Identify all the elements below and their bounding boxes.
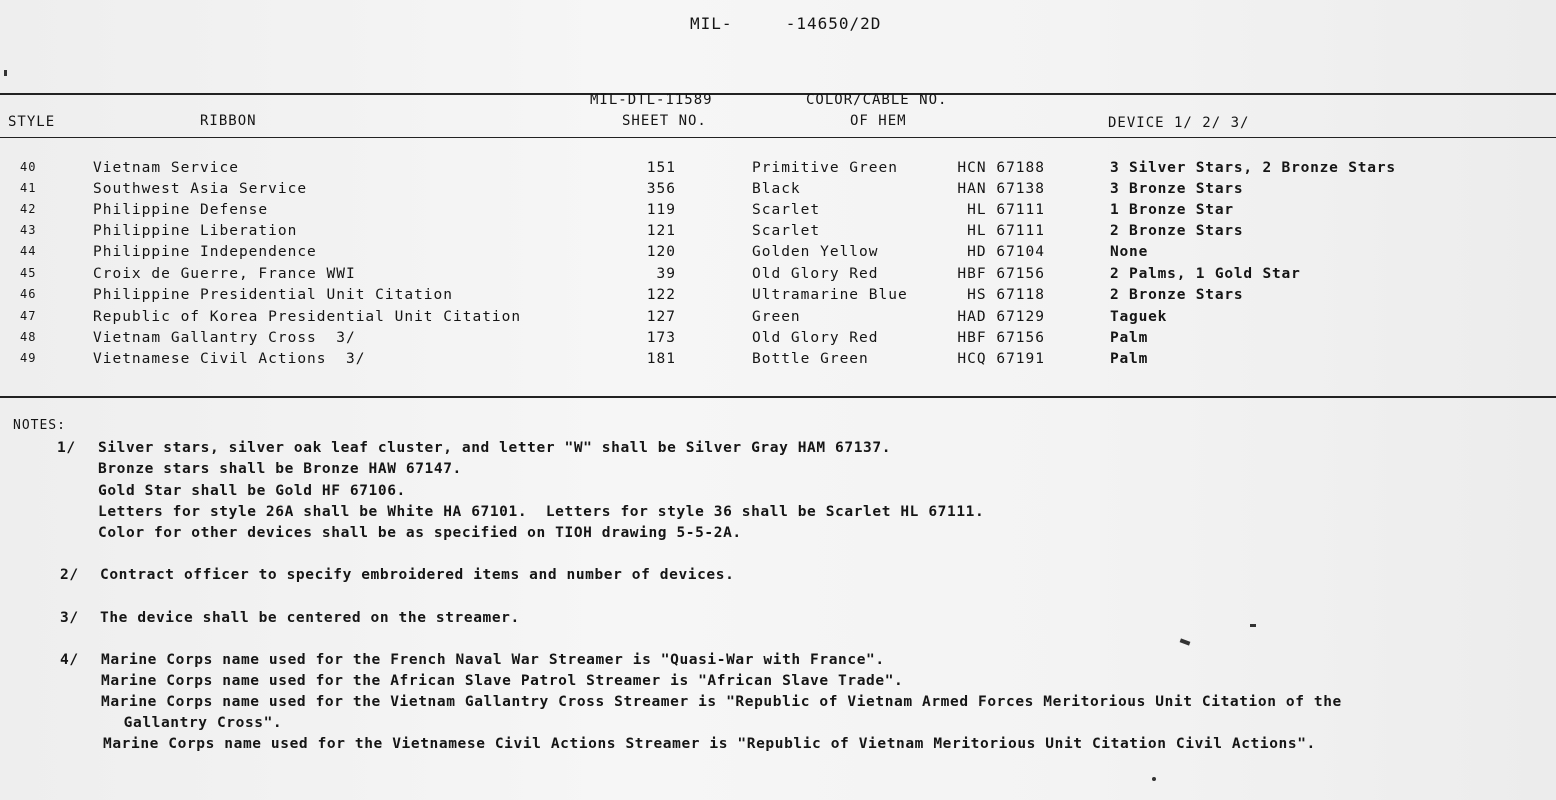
header-color-line1: COLOR/CABLE NO. bbox=[806, 92, 948, 108]
cell-ribbon: Southwest Asia Service bbox=[93, 181, 308, 197]
cell-ribbon: Vietnam Gallantry Cross 3/ bbox=[93, 330, 356, 346]
cell-sheet: 122 bbox=[646, 287, 676, 303]
note-3-marker: 3/ bbox=[60, 610, 79, 626]
cell-device: Palm bbox=[1110, 351, 1149, 367]
header-top-rule bbox=[0, 93, 1556, 95]
cell-sheet: 121 bbox=[646, 223, 676, 239]
note-1-marker: 1/ bbox=[57, 440, 76, 456]
cell-ribbon: Philippine Independence bbox=[93, 244, 317, 260]
cell-sheet: 39 bbox=[656, 266, 676, 282]
cell-device: 2 Bronze Stars bbox=[1110, 287, 1244, 303]
cell-device: None bbox=[1110, 244, 1149, 260]
document-title: MIL- -14650/2D bbox=[690, 14, 882, 33]
cell-sheet: 127 bbox=[646, 309, 676, 325]
cell-style: 46 bbox=[20, 287, 37, 301]
note-line: Silver stars, silver oak leaf cluster, and letter "W" shall be Silver Gray HAM 67137. bbox=[98, 440, 892, 456]
notes-heading: NOTES: bbox=[13, 418, 66, 433]
cell-device: 1 Bronze Star bbox=[1110, 202, 1234, 218]
header-sheet-line2: SHEET NO. bbox=[622, 113, 707, 129]
cell-color: Primitive Green bbox=[752, 160, 898, 176]
cell-style: 43 bbox=[20, 223, 37, 237]
cell-color: Black bbox=[752, 181, 801, 197]
cell-sheet: 120 bbox=[646, 244, 676, 260]
header-device: DEVICE 1/ 2/ 3/ bbox=[1108, 115, 1250, 131]
cell-cable: HBF 67156 bbox=[957, 266, 1045, 282]
cell-ribbon: Vietnam Service bbox=[93, 160, 239, 176]
header-sheet-line1: MIL-DTL-11589 bbox=[590, 92, 713, 108]
header-bottom-rule bbox=[0, 137, 1556, 138]
cell-ribbon: Philippine Presidential Unit Citation bbox=[93, 287, 454, 303]
note-2-text: Contract officer to specify embroidered items and number of devices. bbox=[100, 567, 735, 583]
speck-mark bbox=[1250, 624, 1256, 627]
cell-sheet: 181 bbox=[646, 351, 676, 367]
cell-device: 2 Bronze Stars bbox=[1110, 223, 1244, 239]
cell-color: Golden Yellow bbox=[752, 244, 879, 260]
speck-mark bbox=[4, 70, 7, 76]
cell-color: Scarlet bbox=[752, 202, 821, 218]
cell-color: Old Glory Red bbox=[752, 330, 879, 346]
cell-style: 49 bbox=[20, 351, 37, 365]
note-4-marker: 4/ bbox=[60, 652, 79, 668]
cell-cable: HBF 67156 bbox=[957, 330, 1045, 346]
cell-cable: HAD 67129 bbox=[957, 309, 1045, 325]
cell-color: Green bbox=[752, 309, 801, 325]
cell-ribbon: Philippine Defense bbox=[93, 202, 269, 218]
note-line: Marine Corps name used for the French Naval War Streamer is "Quasi-War with France". bbox=[101, 652, 885, 668]
note-line: Bronze stars shall be Bronze HAW 67147. bbox=[98, 461, 462, 478]
cell-cable: HAN 67138 bbox=[957, 181, 1045, 197]
cell-cable: HL 67111 bbox=[967, 202, 1045, 218]
cell-color: Ultramarine Blue bbox=[752, 287, 908, 303]
cell-device: 3 Silver Stars, 2 Bronze Stars bbox=[1110, 160, 1396, 176]
note-line: Color for other devices shall be as specified on TIOH drawing 5-5-2A. bbox=[98, 525, 742, 542]
note-line: Marine Corps name used for the Vietnamese Civil Actions Streamer is "Republic of Vietnam Meritorious Unit Citation Civil Actions". bbox=[103, 736, 1316, 752]
cell-style: 47 bbox=[20, 309, 37, 323]
cell-sheet: 173 bbox=[646, 330, 676, 346]
cell-sheet: 356 bbox=[646, 181, 676, 197]
cell-device: 2 Palms, 1 Gold Star bbox=[1110, 266, 1301, 282]
note-line: Gold Star shall be Gold HF 67106. bbox=[98, 482, 406, 499]
cell-cable: HS 67118 bbox=[967, 287, 1045, 303]
cell-sheet: 119 bbox=[646, 202, 676, 218]
cell-ribbon: Croix de Guerre, France WWI bbox=[93, 266, 356, 282]
cell-ribbon: Vietnamese Civil Actions 3/ bbox=[93, 351, 366, 367]
cell-ribbon: Philippine Liberation bbox=[93, 223, 298, 239]
cell-style: 40 bbox=[20, 160, 37, 174]
header-style: STYLE bbox=[8, 114, 56, 130]
cell-style: 44 bbox=[20, 244, 37, 258]
note-2-marker: 2/ bbox=[60, 567, 79, 583]
note-3-text: The device shall be centered on the streamer. bbox=[100, 610, 520, 626]
cell-style: 42 bbox=[20, 202, 37, 216]
note-line: Letters for style 26A shall be White HA 67101. Letters for style 36 shall be Scarlet HL 67111. bbox=[98, 503, 985, 520]
note-line: Gallantry Cross". bbox=[105, 715, 283, 731]
cell-cable: HCQ 67191 bbox=[957, 351, 1045, 367]
note-line: Marine Corps name used for the African Slave Patrol Streamer is "African Slave Trade". bbox=[101, 673, 904, 689]
cell-color: Old Glory Red bbox=[752, 266, 879, 282]
speck-mark bbox=[1152, 777, 1156, 781]
cell-style: 45 bbox=[20, 266, 37, 280]
cell-ribbon: Republic of Korea Presidential Unit Citation bbox=[93, 309, 522, 325]
cell-device: Taguek bbox=[1110, 309, 1168, 325]
table-bottom-rule bbox=[0, 396, 1556, 398]
cell-color: Bottle Green bbox=[752, 351, 869, 367]
header-ribbon: RIBBON bbox=[200, 113, 257, 129]
cell-cable: HL 67111 bbox=[967, 223, 1045, 239]
cell-color: Scarlet bbox=[752, 223, 821, 239]
cell-style: 48 bbox=[20, 330, 37, 344]
cell-style: 41 bbox=[20, 181, 37, 195]
cell-device: Palm bbox=[1110, 330, 1149, 346]
header-color-line2: OF HEM bbox=[850, 113, 907, 129]
speck-mark bbox=[1180, 638, 1191, 645]
cell-cable: HCN 67188 bbox=[957, 160, 1045, 176]
cell-cable: HD 67104 bbox=[967, 244, 1045, 260]
cell-sheet: 151 bbox=[646, 160, 676, 176]
cell-device: 3 Bronze Stars bbox=[1110, 181, 1244, 197]
note-line: Marine Corps name used for the Vietnam Gallantry Cross Streamer is "Republic of Vietnam Armed Forces Meritorious Unit Citation of the bbox=[101, 694, 1342, 710]
